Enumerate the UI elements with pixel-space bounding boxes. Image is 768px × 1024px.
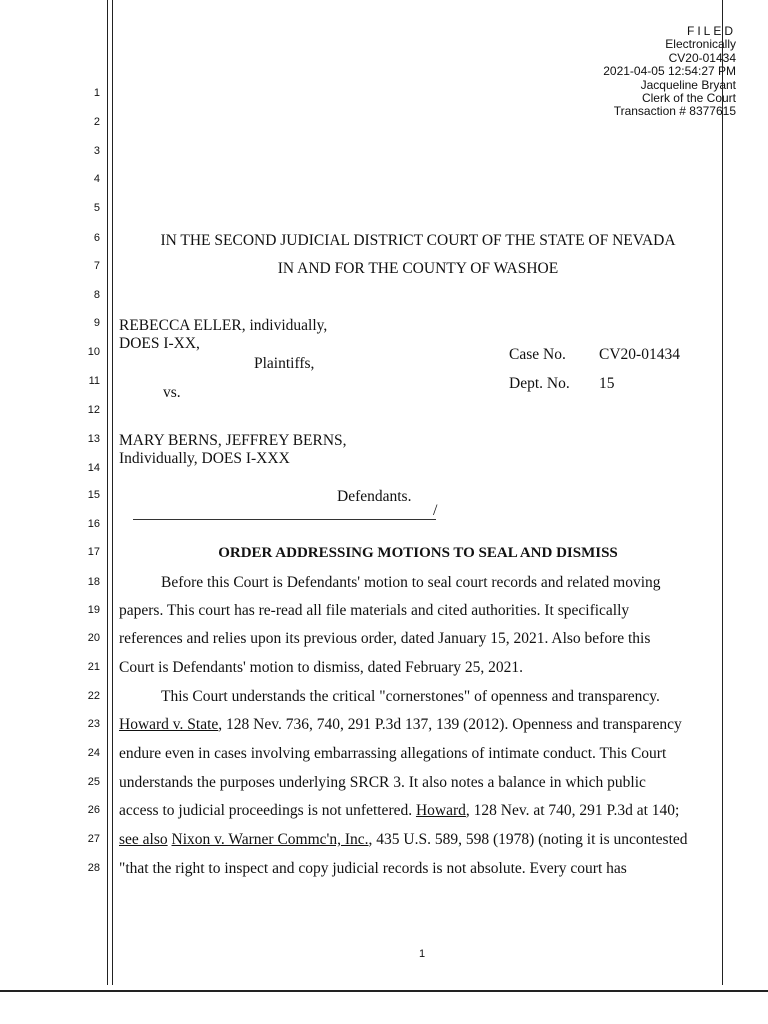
dept-number-value: 15 <box>599 375 615 392</box>
line-number-3: 3 <box>93 145 100 157</box>
line-number-27: 27 <box>87 833 100 845</box>
line-number-11: 11 <box>88 375 100 387</box>
line-number-21: 21 <box>87 661 100 673</box>
caption-separator-slash: / <box>433 502 438 519</box>
line-number-28: 28 <box>87 862 100 874</box>
line-number-26: 26 <box>87 804 100 816</box>
body-line-26-b: , 128 Nev. at 740, 291 P.3d at 140; <box>465 802 680 819</box>
bottom-rule <box>0 990 768 992</box>
line-number-4: 4 <box>93 173 100 185</box>
line-number-23: 23 <box>87 718 100 730</box>
body-line-26-a: access to judicial proceedings is not unfettered. <box>119 802 416 819</box>
defendant-does: Individually, DOES I-XXX <box>119 450 290 467</box>
stamp-clerk-name: Jacqueline Bryant <box>640 77 736 92</box>
line-number-13: 13 <box>87 433 100 445</box>
line-number-22: 22 <box>87 690 100 702</box>
line-number-24: 24 <box>87 747 100 759</box>
line-number-10: 10 <box>87 346 100 358</box>
line-number-1: 1 <box>93 87 100 99</box>
line-number-15: 15 <box>87 489 100 501</box>
court-heading-line-2: IN AND FOR THE COUNTY OF WASHOE <box>277 260 559 277</box>
court-heading-line-1: IN THE SECOND JUDICIAL DISTRICT COURT OF THE STATE OF NEVADA <box>160 232 676 249</box>
dept-number-label: Dept. No. <box>509 375 570 392</box>
line-number-6: 6 <box>93 232 100 244</box>
plaintiff-name: REBECCA ELLER, individually, <box>119 317 328 334</box>
body-line-20: references and relies upon its previous order, dated January 15, 2021. Also before this <box>119 630 651 647</box>
stamp-transaction: Transaction # 8377615 <box>613 104 736 119</box>
stamp-clerk-title: Clerk of the Court <box>641 91 736 106</box>
line-number-5: 5 <box>93 202 100 214</box>
line-number-14: 14 <box>87 462 100 474</box>
caption-separator-line <box>133 519 436 520</box>
page-number: 1 <box>418 948 426 960</box>
line-number-9: 9 <box>93 317 100 329</box>
body-line-24: endure even in cases involving embarrassing allegations of intimate conduct. This Court <box>119 745 667 762</box>
body-line-28: "that the right to inspect and copy judicial records is not absolute. Every court has <box>119 860 627 877</box>
body-line-22: This Court understands the critical "cornerstones" of openness and transparency. <box>161 688 660 705</box>
versus-label: vs. <box>163 384 181 401</box>
line-number-8: 8 <box>93 289 100 301</box>
citation-howard: Howard <box>415 802 466 819</box>
citation-nixon: Nixon v. Warner Commc'n, Inc. <box>171 831 369 848</box>
plaintiff-does: DOES I-XX, <box>119 335 200 352</box>
citation-howard-v-state: Howard v. State <box>119 716 219 733</box>
signal-see-also: see also <box>119 831 168 848</box>
body-line-18: Before this Court is Defendants' motion to seal court records and related moving <box>161 574 661 591</box>
stamp-datetime: 2021-04-05 12:54:27 PM <box>603 64 736 79</box>
line-number-7: 7 <box>93 260 100 272</box>
stamp-case-number: CV20-01434 <box>668 50 736 65</box>
stamp-filed: FILED <box>686 24 736 38</box>
line-number-19: 19 <box>87 604 100 616</box>
body-line-27-b: , 435 U.S. 589, 598 (1978) (noting it is uncontested <box>368 831 688 848</box>
line-number-18: 18 <box>87 576 100 588</box>
left-margin-rule-inner <box>112 0 113 985</box>
case-number-label: Case No. <box>509 346 566 363</box>
stamp-electronically: Electronically <box>665 37 736 52</box>
line-number-17: 17 <box>87 546 100 558</box>
line-number-12: 12 <box>87 404 100 416</box>
defendants-label: Defendants. <box>337 488 412 505</box>
line-number-25: 25 <box>87 776 100 788</box>
body-line-19: papers. This court has re-read all file materials and cited authorities. It specifically <box>119 602 630 619</box>
left-margin-rule-outer <box>107 0 108 985</box>
body-line-23-rest: , 128 Nev. 736, 740, 291 P.3d 137, 139 (2012). Openness and transparency <box>218 716 682 733</box>
case-number-value: CV20-01434 <box>599 346 680 363</box>
plaintiffs-label: Plaintiffs, <box>254 355 315 372</box>
body-line-26 <box>119 802 679 820</box>
line-number-16: 16 <box>87 518 100 530</box>
body-line-25: understands the purposes underlying SRCR 3. It also notes a balance in which public <box>119 774 646 791</box>
order-title: ORDER ADDRESSING MOTIONS TO SEAL AND DISMISS <box>218 545 618 561</box>
filing-stamp <box>590 25 736 119</box>
line-number-2: 2 <box>93 116 100 128</box>
right-margin-rule <box>722 0 723 985</box>
body-line-23 <box>119 716 682 734</box>
defendant-names: MARY BERNS, JEFFREY BERNS, <box>119 432 347 449</box>
body-line-27 <box>119 831 688 849</box>
body-line-21: Court is Defendants' motion to dismiss, dated February 25, 2021. <box>119 659 524 676</box>
line-number-20: 20 <box>87 632 100 644</box>
